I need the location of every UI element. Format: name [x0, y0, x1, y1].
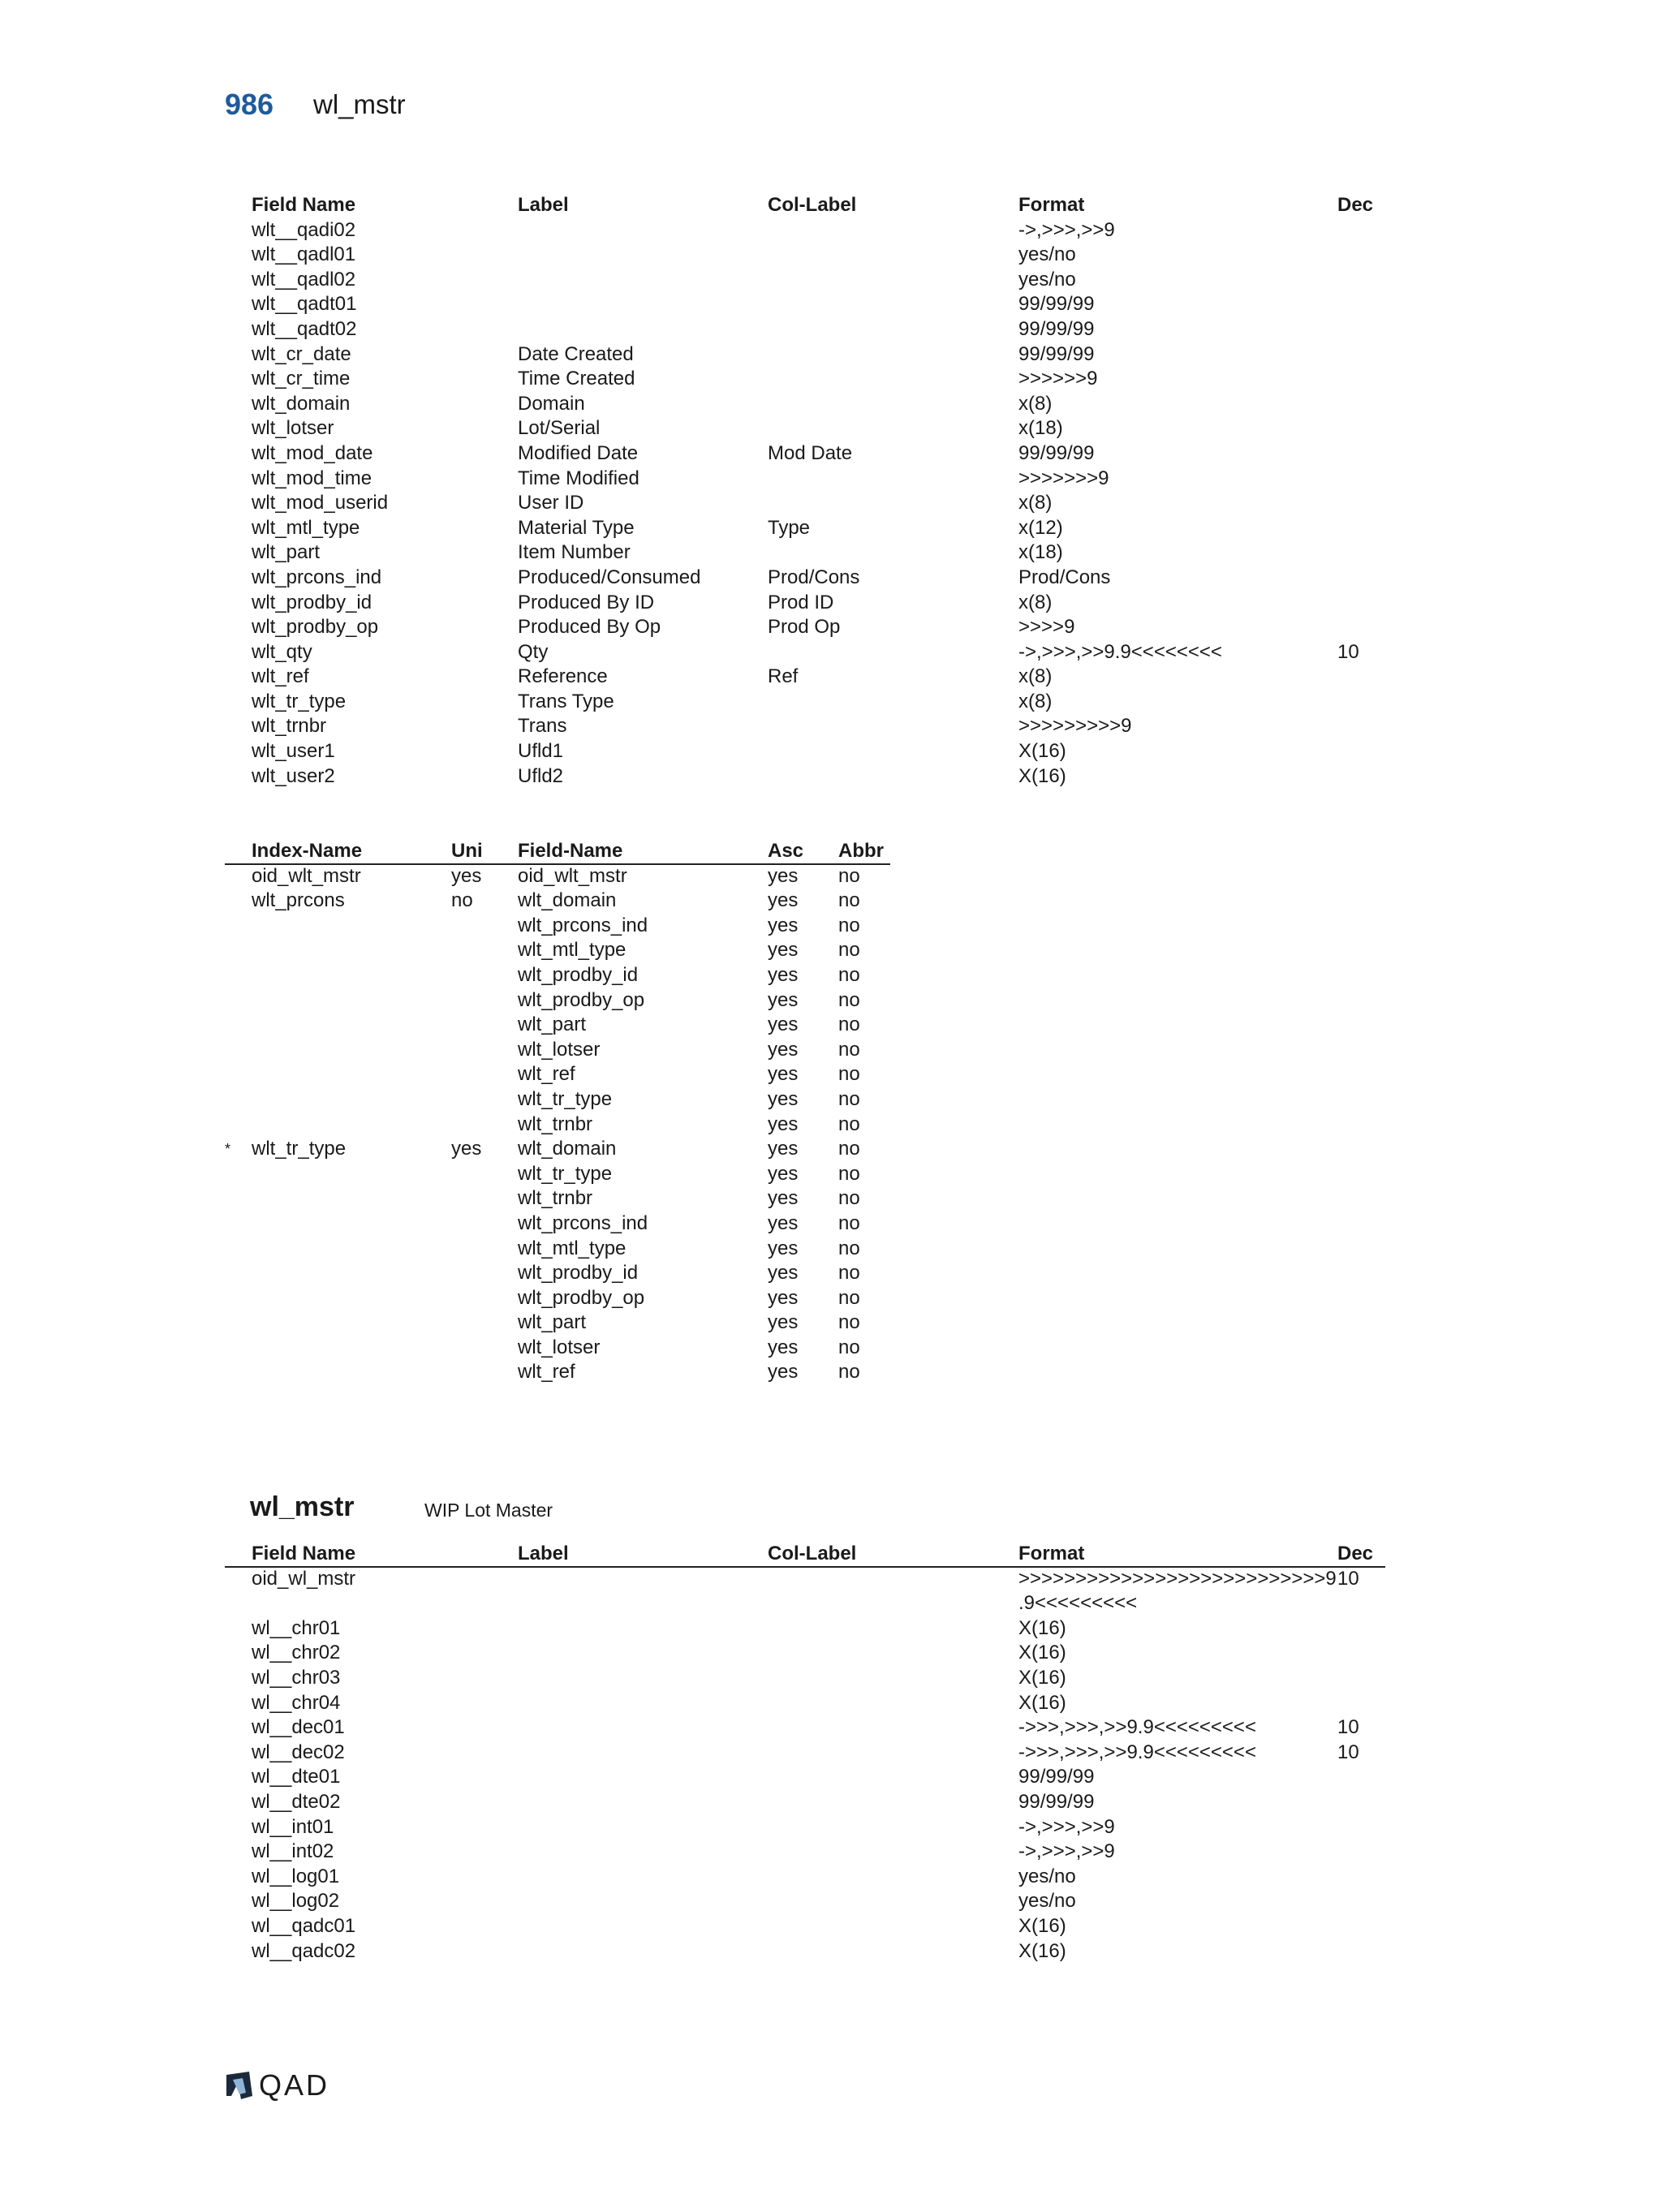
col-header-dec: Dec [1337, 194, 1374, 216]
table-row [225, 690, 1385, 715]
field-name-cell: wl__dte02 [252, 1790, 341, 1813]
col-header-field-name: Field Name [252, 1543, 356, 1564]
field-name-cell: wlt_mtl_type [518, 939, 626, 962]
table-row [225, 566, 1385, 591]
table-row [225, 889, 890, 914]
field-name-cell: wlt_lotser [518, 1038, 601, 1061]
field-name-cell: wlt_prodby_op [252, 616, 379, 639]
field-name-cell: wlt_part [252, 541, 321, 564]
table-row [225, 1112, 890, 1138]
table-row [225, 615, 1385, 640]
abbr-cell: no [838, 1237, 860, 1259]
format-cell: x(8) [1018, 591, 1053, 613]
label-cell: Produced By Op [518, 616, 661, 639]
col-header-format: Format [1018, 194, 1085, 216]
col-header-index-name: Index-Name [252, 840, 363, 862]
label-cell: Time Created [518, 368, 635, 390]
abbr-cell: no [838, 939, 860, 962]
field-name-cell: wlt_user2 [252, 764, 335, 787]
table-row [225, 1741, 1385, 1766]
dec-cell: 10 [1337, 1567, 1359, 1590]
abbr-cell: no [838, 1063, 860, 1086]
table-row [225, 1310, 890, 1336]
field-name-cell: wl__int02 [252, 1840, 334, 1863]
label-cell: Lot/Serial [518, 417, 601, 440]
abbr-cell: no [838, 1361, 860, 1384]
format-cell: 99/99/99 [1018, 342, 1095, 365]
col-header-col-label: Col-Label [768, 1543, 857, 1564]
label-cell: Ufld2 [518, 764, 564, 787]
col-header-col-label: Col-Label [768, 194, 857, 216]
label-cell: Produced/Consumed [518, 566, 701, 588]
field-name-cell: wlt_tr_type [518, 1087, 613, 1110]
table-row [225, 1691, 1385, 1716]
table-row [225, 491, 1385, 516]
field-name-cell: wl__qadc02 [252, 1939, 356, 1962]
field-name-cell: wlt_prcons_ind [252, 566, 382, 588]
table-row [225, 392, 1385, 417]
abbr-cell: no [838, 889, 860, 912]
label-cell: Time Modified [518, 467, 639, 489]
table-row [225, 1062, 890, 1087]
format-cell: ->,>>>,>>9 [1018, 1815, 1115, 1838]
table-row [225, 1336, 890, 1361]
col-label-cell: Ref [768, 665, 799, 688]
field-name-cell: wlt_ref [518, 1361, 575, 1384]
field-name-cell: wlt_qty [252, 640, 312, 663]
col-header-label: Label [518, 194, 569, 216]
col-label-cell: Prod Op [768, 616, 841, 639]
format-cell: yes/no [1018, 243, 1076, 266]
table-row [225, 988, 890, 1013]
field-name-cell: wlt_domain [518, 889, 617, 912]
format-cell: >>>>>>>>>>>>>>>>>>>>>>>>>>>9 [1018, 1567, 1337, 1590]
field-name-cell: wlt_domain [252, 392, 351, 415]
table-row [225, 416, 1385, 441]
label-cell: Domain [518, 392, 585, 415]
table-row [225, 441, 1385, 467]
col-header-field-name: Field Name [252, 194, 356, 216]
asc-cell: yes [768, 1013, 799, 1036]
index-name-cell: wlt_tr_type [252, 1138, 347, 1160]
format-cell: x(8) [1018, 665, 1053, 688]
label-cell: Date Created [518, 342, 634, 365]
table-row [225, 914, 890, 939]
table-row [225, 1360, 890, 1385]
asc-cell: yes [768, 914, 799, 936]
format-cell: x(8) [1018, 392, 1053, 415]
field-name-cell: wlt_lotser [252, 417, 334, 440]
format-cell: ->>>,>>>,>>9.9<<<<<<<<< [1018, 1741, 1256, 1763]
abbr-cell: no [838, 1262, 860, 1285]
table-row [225, 540, 1385, 566]
table-row [225, 963, 890, 988]
asc-cell: yes [768, 864, 799, 887]
index-name-cell: wlt_prcons [252, 889, 345, 912]
col-header-label: Label [518, 1543, 569, 1564]
field-name-cell: wl__chr01 [252, 1616, 341, 1639]
field-name-cell: wlt_mod_time [252, 467, 372, 489]
field-table-body [225, 218, 1385, 790]
label-cell: Ufld1 [518, 740, 564, 763]
asc-cell: yes [768, 1138, 799, 1160]
abbr-cell: no [838, 1138, 860, 1160]
format-cell: ->,>>>,>>9 [1018, 1840, 1115, 1863]
table-row [225, 243, 1385, 268]
field-name-cell: wlt_trnbr [518, 1112, 593, 1135]
col-header-dec: Dec [1337, 1543, 1374, 1564]
field-name-cell: wlt__qadl01 [252, 243, 356, 266]
index-table [225, 839, 890, 1385]
field-name-cell: wl__dec02 [252, 1741, 345, 1763]
table-row [225, 1261, 890, 1286]
field-name-cell: wlt_lotser [518, 1336, 601, 1358]
field-name-cell: wlt_cr_date [252, 342, 351, 365]
table-row [225, 1237, 890, 1262]
asc-cell: yes [768, 1361, 799, 1384]
format-cell: X(16) [1018, 764, 1066, 787]
abbr-cell: no [838, 1038, 860, 1061]
label-cell: Reference [518, 665, 608, 688]
field-name-cell: wlt_trnbr [252, 715, 327, 738]
field-name-cell: wlt_mod_userid [252, 492, 389, 514]
col-label-cell: Prod ID [768, 591, 834, 613]
field-name-cell: wlt_tr_type [252, 690, 347, 712]
field-name-cell: wlt_prodby_id [518, 963, 639, 986]
field-name-cell: oid_wl_mstr [252, 1567, 356, 1590]
index-table-header [225, 839, 890, 864]
label-cell: Produced By ID [518, 591, 655, 613]
abbr-cell: no [838, 1087, 860, 1110]
format-cell: >>>>>>>>>9 [1018, 715, 1132, 738]
abbr-cell: no [838, 1286, 860, 1309]
table-row [225, 640, 1385, 665]
asc-cell: yes [768, 1087, 799, 1110]
field-name-cell: wlt_domain [518, 1138, 617, 1160]
format-cell: x(18) [1018, 417, 1063, 440]
index-name-cell: oid_wlt_mstr [252, 864, 361, 887]
table-row [225, 864, 890, 889]
table-row [225, 218, 1385, 243]
table-row [225, 1591, 1385, 1616]
field-name-cell: wlt_user1 [252, 740, 335, 763]
field-table-header [225, 1542, 1385, 1567]
field-table-wlt-mstr [225, 193, 1385, 789]
format-cell: x(8) [1018, 492, 1053, 514]
format-cell: 99/99/99 [1018, 1790, 1095, 1813]
field-name-cell: wl__chr03 [252, 1666, 341, 1689]
field-name-cell: wl__log01 [252, 1865, 340, 1887]
table-row [225, 1914, 1385, 1939]
field-name-cell: wl__dec01 [252, 1716, 345, 1739]
field-name-cell: wl__log02 [252, 1890, 340, 1913]
field-name-cell: wlt__qadi02 [252, 218, 356, 241]
format-cell: x(8) [1018, 690, 1053, 712]
table-row [225, 1939, 1385, 1965]
format-cell: X(16) [1018, 1939, 1066, 1962]
format-cell: X(16) [1018, 1914, 1066, 1937]
format-cell: yes/no [1018, 1865, 1076, 1887]
abbr-cell: no [838, 1311, 860, 1334]
format-cell: 99/99/99 [1018, 317, 1095, 340]
table-row [225, 1815, 1385, 1840]
format-cell: ->,>>>,>>9 [1018, 218, 1115, 241]
table-row [225, 1013, 890, 1038]
col-label-cell: Type [768, 516, 811, 539]
field-name-cell: wlt_ref [252, 665, 309, 688]
field-name-cell: wlt_part [518, 1311, 587, 1334]
table-row [225, 591, 1385, 616]
field-name-cell: wlt__qadt02 [252, 317, 357, 340]
section-subtitle: WIP Lot Master [424, 1500, 553, 1521]
label-cell: Trans Type [518, 690, 614, 712]
format-cell: ->,>>>,>>9.9<<<<<<<< [1018, 640, 1222, 663]
format-cell: X(16) [1018, 1616, 1066, 1639]
table-row [225, 1038, 890, 1063]
table-row [225, 1616, 1385, 1642]
field-name-cell: wlt_prodby_id [518, 1262, 639, 1285]
qad-logo-icon [225, 2072, 254, 2099]
label-cell: Modified Date [518, 441, 639, 464]
abbr-cell: no [838, 963, 860, 986]
abbr-cell: no [838, 914, 860, 936]
col-label-cell: Prod/Cons [768, 566, 860, 588]
abbr-cell: no [838, 988, 860, 1011]
dec-cell: 10 [1337, 640, 1359, 663]
col-header-asc: Asc [768, 840, 804, 862]
asc-cell: yes [768, 1211, 799, 1234]
field-table-wl-mstr [225, 1542, 1385, 1964]
table-row [225, 1715, 1385, 1741]
field-name-cell: wl__chr02 [252, 1642, 341, 1664]
abbr-cell: no [838, 864, 860, 887]
asc-cell: yes [768, 963, 799, 986]
format-cell: 99/99/99 [1018, 293, 1095, 316]
primary-index-marker: * [225, 1141, 231, 1158]
asc-cell: yes [768, 1237, 799, 1259]
table-row [225, 665, 1385, 690]
asc-cell: yes [768, 1063, 799, 1086]
col-header-field-name: Field-Name [518, 840, 623, 862]
page-header-title: wl_mstr [313, 89, 406, 119]
table-row [225, 1889, 1385, 1914]
abbr-cell: no [838, 1013, 860, 1036]
index-table-body [225, 864, 890, 1385]
field-name-cell: wlt_prodby_id [252, 591, 372, 613]
col-header-uni: Uni [451, 840, 483, 862]
asc-cell: yes [768, 1112, 799, 1135]
section-title: wl_mstr [250, 1491, 355, 1522]
table-row [225, 1186, 890, 1211]
format-cell: >>>>>>>9 [1018, 467, 1109, 489]
table-row [225, 1641, 1385, 1666]
table-row [225, 516, 1385, 541]
format-cell: .9<<<<<<<<< [1018, 1592, 1138, 1615]
field-name-cell: wlt_prodby_op [518, 988, 645, 1011]
uni-cell: yes [451, 864, 482, 887]
format-cell: Prod/Cons [1018, 566, 1111, 588]
abbr-cell: no [838, 1336, 860, 1358]
field-name-cell: wlt_prcons_ind [518, 914, 648, 936]
table-row [225, 764, 1385, 790]
table-row [225, 1137, 890, 1162]
table-row [225, 1286, 890, 1311]
label-cell: Material Type [518, 516, 635, 539]
label-cell: User ID [518, 492, 584, 514]
table-row [225, 467, 1385, 492]
format-cell: yes/no [1018, 1890, 1076, 1913]
field-table-header [225, 193, 1385, 218]
table-row [225, 1087, 890, 1112]
label-cell: Qty [518, 640, 549, 663]
asc-cell: yes [768, 1038, 799, 1061]
field-name-cell: wl__qadc01 [252, 1914, 356, 1937]
table-row [225, 938, 890, 963]
field-name-cell: wlt__qadt01 [252, 293, 357, 316]
asc-cell: yes [768, 889, 799, 912]
field-name-cell: wlt_tr_type [518, 1162, 613, 1185]
logo-text: QAD [259, 2068, 330, 2102]
label-cell: Trans [518, 715, 567, 738]
table-row [225, 739, 1385, 764]
table-row [225, 342, 1385, 368]
format-cell: X(16) [1018, 1666, 1066, 1689]
col-header-abbr: Abbr [838, 840, 884, 862]
field-name-cell: wlt_prodby_op [518, 1286, 645, 1309]
field-name-cell: oid_wlt_mstr [518, 864, 627, 887]
abbr-cell: no [838, 1112, 860, 1135]
format-cell: yes/no [1018, 268, 1076, 290]
format-cell: >>>>>>9 [1018, 368, 1098, 390]
table-row [225, 292, 1385, 317]
page-number: 986 [225, 88, 274, 121]
field-name-cell: wlt_part [518, 1013, 587, 1036]
table-row [225, 1790, 1385, 1815]
dec-cell: 10 [1337, 1716, 1359, 1739]
field-table-body [225, 1567, 1385, 1965]
table-row [225, 714, 1385, 739]
field-name-cell: wlt_prcons_ind [518, 1211, 648, 1234]
field-name-cell: wl__chr04 [252, 1691, 341, 1714]
table-row [225, 1865, 1385, 1890]
table-row [225, 1211, 890, 1237]
table-row [225, 268, 1385, 293]
format-cell: >>>>9 [1018, 616, 1075, 639]
field-name-cell: wlt_mod_date [252, 441, 373, 464]
abbr-cell: no [838, 1187, 860, 1210]
asc-cell: yes [768, 939, 799, 962]
uni-cell: yes [451, 1138, 482, 1160]
format-cell: ->>>,>>>,>>9.9<<<<<<<<< [1018, 1716, 1256, 1739]
field-name-cell: wlt__qadl02 [252, 268, 356, 290]
abbr-cell: no [838, 1211, 860, 1234]
asc-cell: yes [768, 1311, 799, 1334]
abbr-cell: no [838, 1162, 860, 1185]
field-name-cell: wlt_ref [518, 1063, 575, 1086]
table-row [225, 1840, 1385, 1865]
field-name-cell: wl__int01 [252, 1815, 334, 1838]
dec-cell: 10 [1337, 1741, 1359, 1763]
field-name-cell: wlt_mtl_type [518, 1237, 626, 1259]
field-name-cell: wlt_mtl_type [252, 516, 360, 539]
table-row [225, 367, 1385, 392]
asc-cell: yes [768, 1187, 799, 1210]
asc-cell: yes [768, 1286, 799, 1309]
col-label-cell: Mod Date [768, 441, 853, 464]
col-header-format: Format [1018, 1543, 1085, 1564]
table-row [225, 317, 1385, 342]
qad-logo [225, 2068, 330, 2102]
field-name-cell: wlt_trnbr [518, 1187, 593, 1210]
table-row [225, 1567, 1385, 1592]
field-name-cell: wlt_cr_time [252, 368, 351, 390]
table-row [225, 1666, 1385, 1691]
format-cell: x(12) [1018, 516, 1063, 539]
table-row [225, 1162, 890, 1187]
uni-cell: no [451, 889, 473, 912]
field-name-cell: wl__dte01 [252, 1766, 341, 1788]
asc-cell: yes [768, 988, 799, 1011]
table-row [225, 1765, 1385, 1790]
format-cell: 99/99/99 [1018, 441, 1095, 464]
format-cell: X(16) [1018, 1691, 1066, 1714]
asc-cell: yes [768, 1336, 799, 1358]
label-cell: Item Number [518, 541, 631, 564]
asc-cell: yes [768, 1262, 799, 1285]
asc-cell: yes [768, 1162, 799, 1185]
format-cell: X(16) [1018, 740, 1066, 763]
format-cell: X(16) [1018, 1642, 1066, 1664]
format-cell: 99/99/99 [1018, 1766, 1095, 1788]
format-cell: x(18) [1018, 541, 1063, 564]
